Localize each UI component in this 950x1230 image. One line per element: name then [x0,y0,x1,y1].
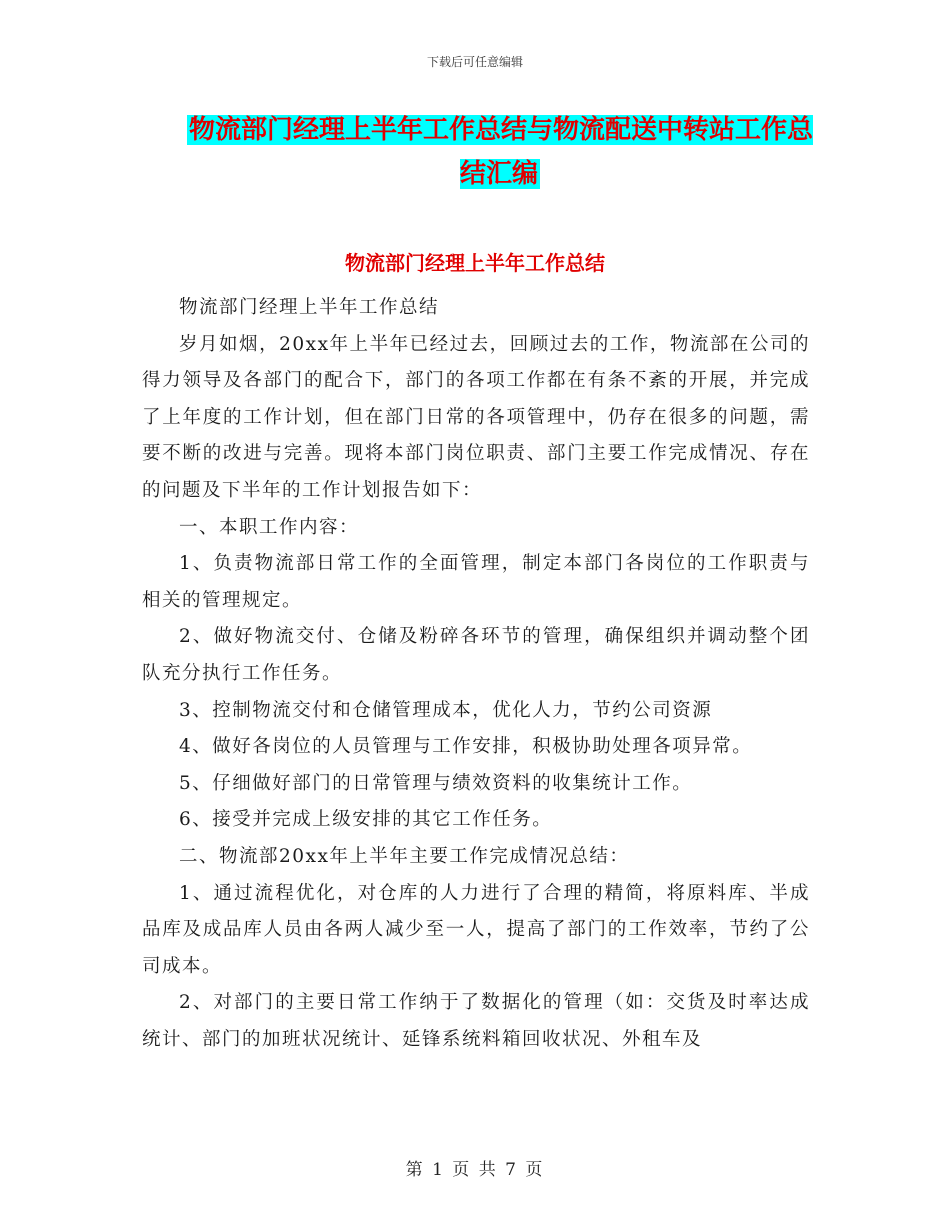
paragraph: 2、做好物流交付、仓储及粉碎各环节的管理，确保组织并调动整个团队充分执行工作任务。 [142,626,810,684]
paragraph: 岁月如烟，20xx年上半年已经过去，回顾过去的工作，物流部在公司的得力领导及各部门的配合下，部门的各项工作都在有条不紊的开展，并完成了上年度的工作计划，但在部门日常的各项管理中，仍存在很多的问题，需要不断的改进与完善。现将本部门岗位职责、部门主要工作完成情况、存在的问题及下半年的工作计划报告如下： [142,333,810,501]
paragraph: 物流部门经理上半年工作总结 [179,297,440,318]
document-title [180,108,820,196]
paragraph: 4、做好各岗位的人员管理与工作安排，积极协助处理各项异常。 [179,736,753,758]
paragraph: 5、仔细做好部门的日常管理与绩效资料的收集统计工作。 [179,772,693,794]
document-body [142,290,810,1058]
paragraph: 一、本职工作内容： [179,516,360,538]
section-title: 物流部门经理上半年工作总结 [345,251,605,275]
page-number-footer: 第 1 页 共 7 页 [405,1160,545,1180]
paragraph: 6、接受并完成上级安排的其它工作任务。 [179,809,553,831]
paragraph: 二、物流部20xx年上半年主要工作完成情况总结： [179,845,630,867]
header-note: 下载后可任意编辑 [426,55,523,69]
document-title-text: 物流部门经理上半年工作总结与物流配送中转站工作总结汇编 [188,115,813,189]
paragraph: 2、对部门的主要日常工作纳于了数据化的管理（如：交货及时率达成统计、部门的加班状况统计、延锋系统料箱回收状况、外租车及 [142,992,810,1050]
paragraph: 1、负责物流部日常工作的全面管理，制定本部门各岗位的工作职责与相关的管理规定。 [142,553,810,611]
paragraph: 3、控制物流交付和仓储管理成本，优化人力，节约公司资源 [179,699,713,721]
paragraph: 1、通过流程优化，对仓库的人力进行了合理的精简，将原料库、半成品库及成品库人员由各两人减少至一人，提高了部门的工作效率，节约了公司成本。 [142,882,810,977]
